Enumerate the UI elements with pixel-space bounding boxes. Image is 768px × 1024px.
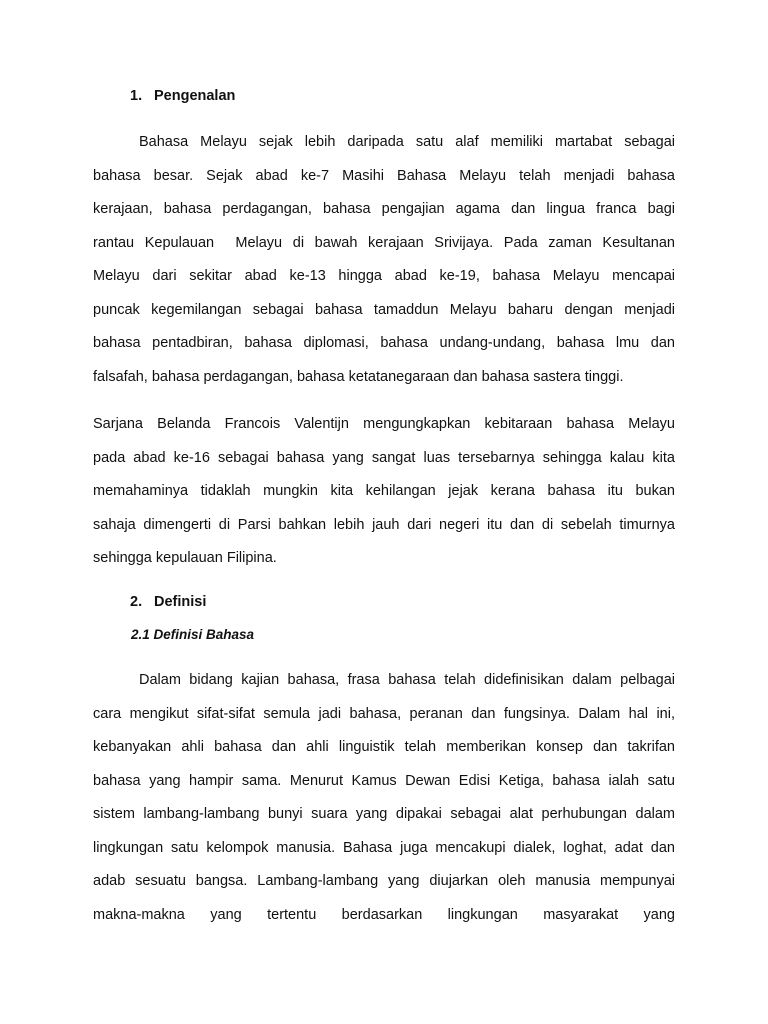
paragraph-line: Bahasa Melayu sejak lebih daripada satu alaf memiliki martabat sebagai (139, 134, 675, 150)
paragraph-line: kerajaan, bahasa perdagangan, bahasa pengajian agama dan lingua franca bagi (93, 201, 675, 217)
section-title: Definisi (154, 594, 207, 610)
section-number: 2. (130, 594, 143, 610)
paragraph-line: sistem lambang-lambang bunyi suara yang dipakai sebagai alat perhubungan dalam (93, 806, 675, 822)
paragraph-line: puncak kegemilangan sebagai bahasa tamaddun Melayu baharu dengan menjadi (93, 301, 675, 318)
paragraph-line: kebanyakan ahli bahasa dan ahli linguistik telah memberikan konsep dan takrifan (93, 739, 675, 755)
paragraph-line: lingkungan satu kelompok manusia. Bahasa juga mencakupi dialek, loghat, adat dan (93, 839, 675, 856)
paragraph-pengenalan-1 (93, 132, 675, 400)
paragraph-line: bahasa yang hampir sama. Menurut Kamus Dewan Edisi Ketiga, bahasa ialah satu (93, 772, 675, 789)
section-title: Pengenalan (154, 88, 236, 104)
paragraph-line: sehingga kepulauan Filipina. (93, 550, 277, 566)
section-heading-pengenalan (130, 88, 235, 104)
paragraph-line: Melayu dari sekitar abad ke-13 hingga abad ke-19, bahasa Melayu mencapai (93, 268, 675, 284)
section-number: 1. (130, 88, 143, 104)
paragraph-pengenalan-2 (93, 414, 675, 582)
paragraph-line: Dalam bidang kajian bahasa, frasa bahasa telah didefinisikan dalam pelbagai (139, 672, 675, 688)
paragraph-line: memahaminya tidaklah mungkin kita kehilangan jejak kerana bahasa itu bukan (93, 483, 675, 499)
paragraph-definisi-1 (93, 670, 675, 938)
paragraph-line: falsafah, bahasa perdagangan, bahasa ketatanegaraan dan bahasa sastera tinggi. (93, 368, 624, 385)
paragraph-line: adab sesuatu bangsa. Lambang-lambang yang diujarkan oleh manusia mempunyai (93, 873, 675, 889)
section-heading-definisi (130, 594, 206, 610)
paragraph-line: makna-makna yang tertentu berdasarkan lingkungan masyarakat yang (93, 906, 675, 923)
paragraph-line: cara mengikut sifat-sifat semula jadi bahasa, peranan dan fungsinya. Dalam hal ini, (93, 705, 675, 722)
paragraph-line: rantau Kepulauan Melayu di bawah kerajaan Srivijaya. Pada zaman Kesultanan (93, 234, 675, 251)
paragraph-line: bahasa pentadbiran, bahasa diplomasi, bahasa undang-undang, bahasa lmu dan (93, 335, 675, 351)
paragraph-line: bahasa besar. Sejak abad ke-7 Masihi Bahasa Melayu telah menjadi bahasa (93, 167, 675, 184)
subsection-heading: 2.1 Definisi Bahasa (131, 627, 255, 642)
paragraph-line: pada abad ke-16 sebagai bahasa yang sangat luas tersebarnya sehingga kalau kita (93, 449, 675, 466)
paragraph-line: Sarjana Belanda Francois Valentijn mengungkapkan kebitaraan bahasa Melayu (93, 416, 675, 432)
paragraph-line: sahaja dimengerti di Parsi bahkan lebih jauh dari negeri itu dan di sebelah timurnya (93, 516, 675, 533)
